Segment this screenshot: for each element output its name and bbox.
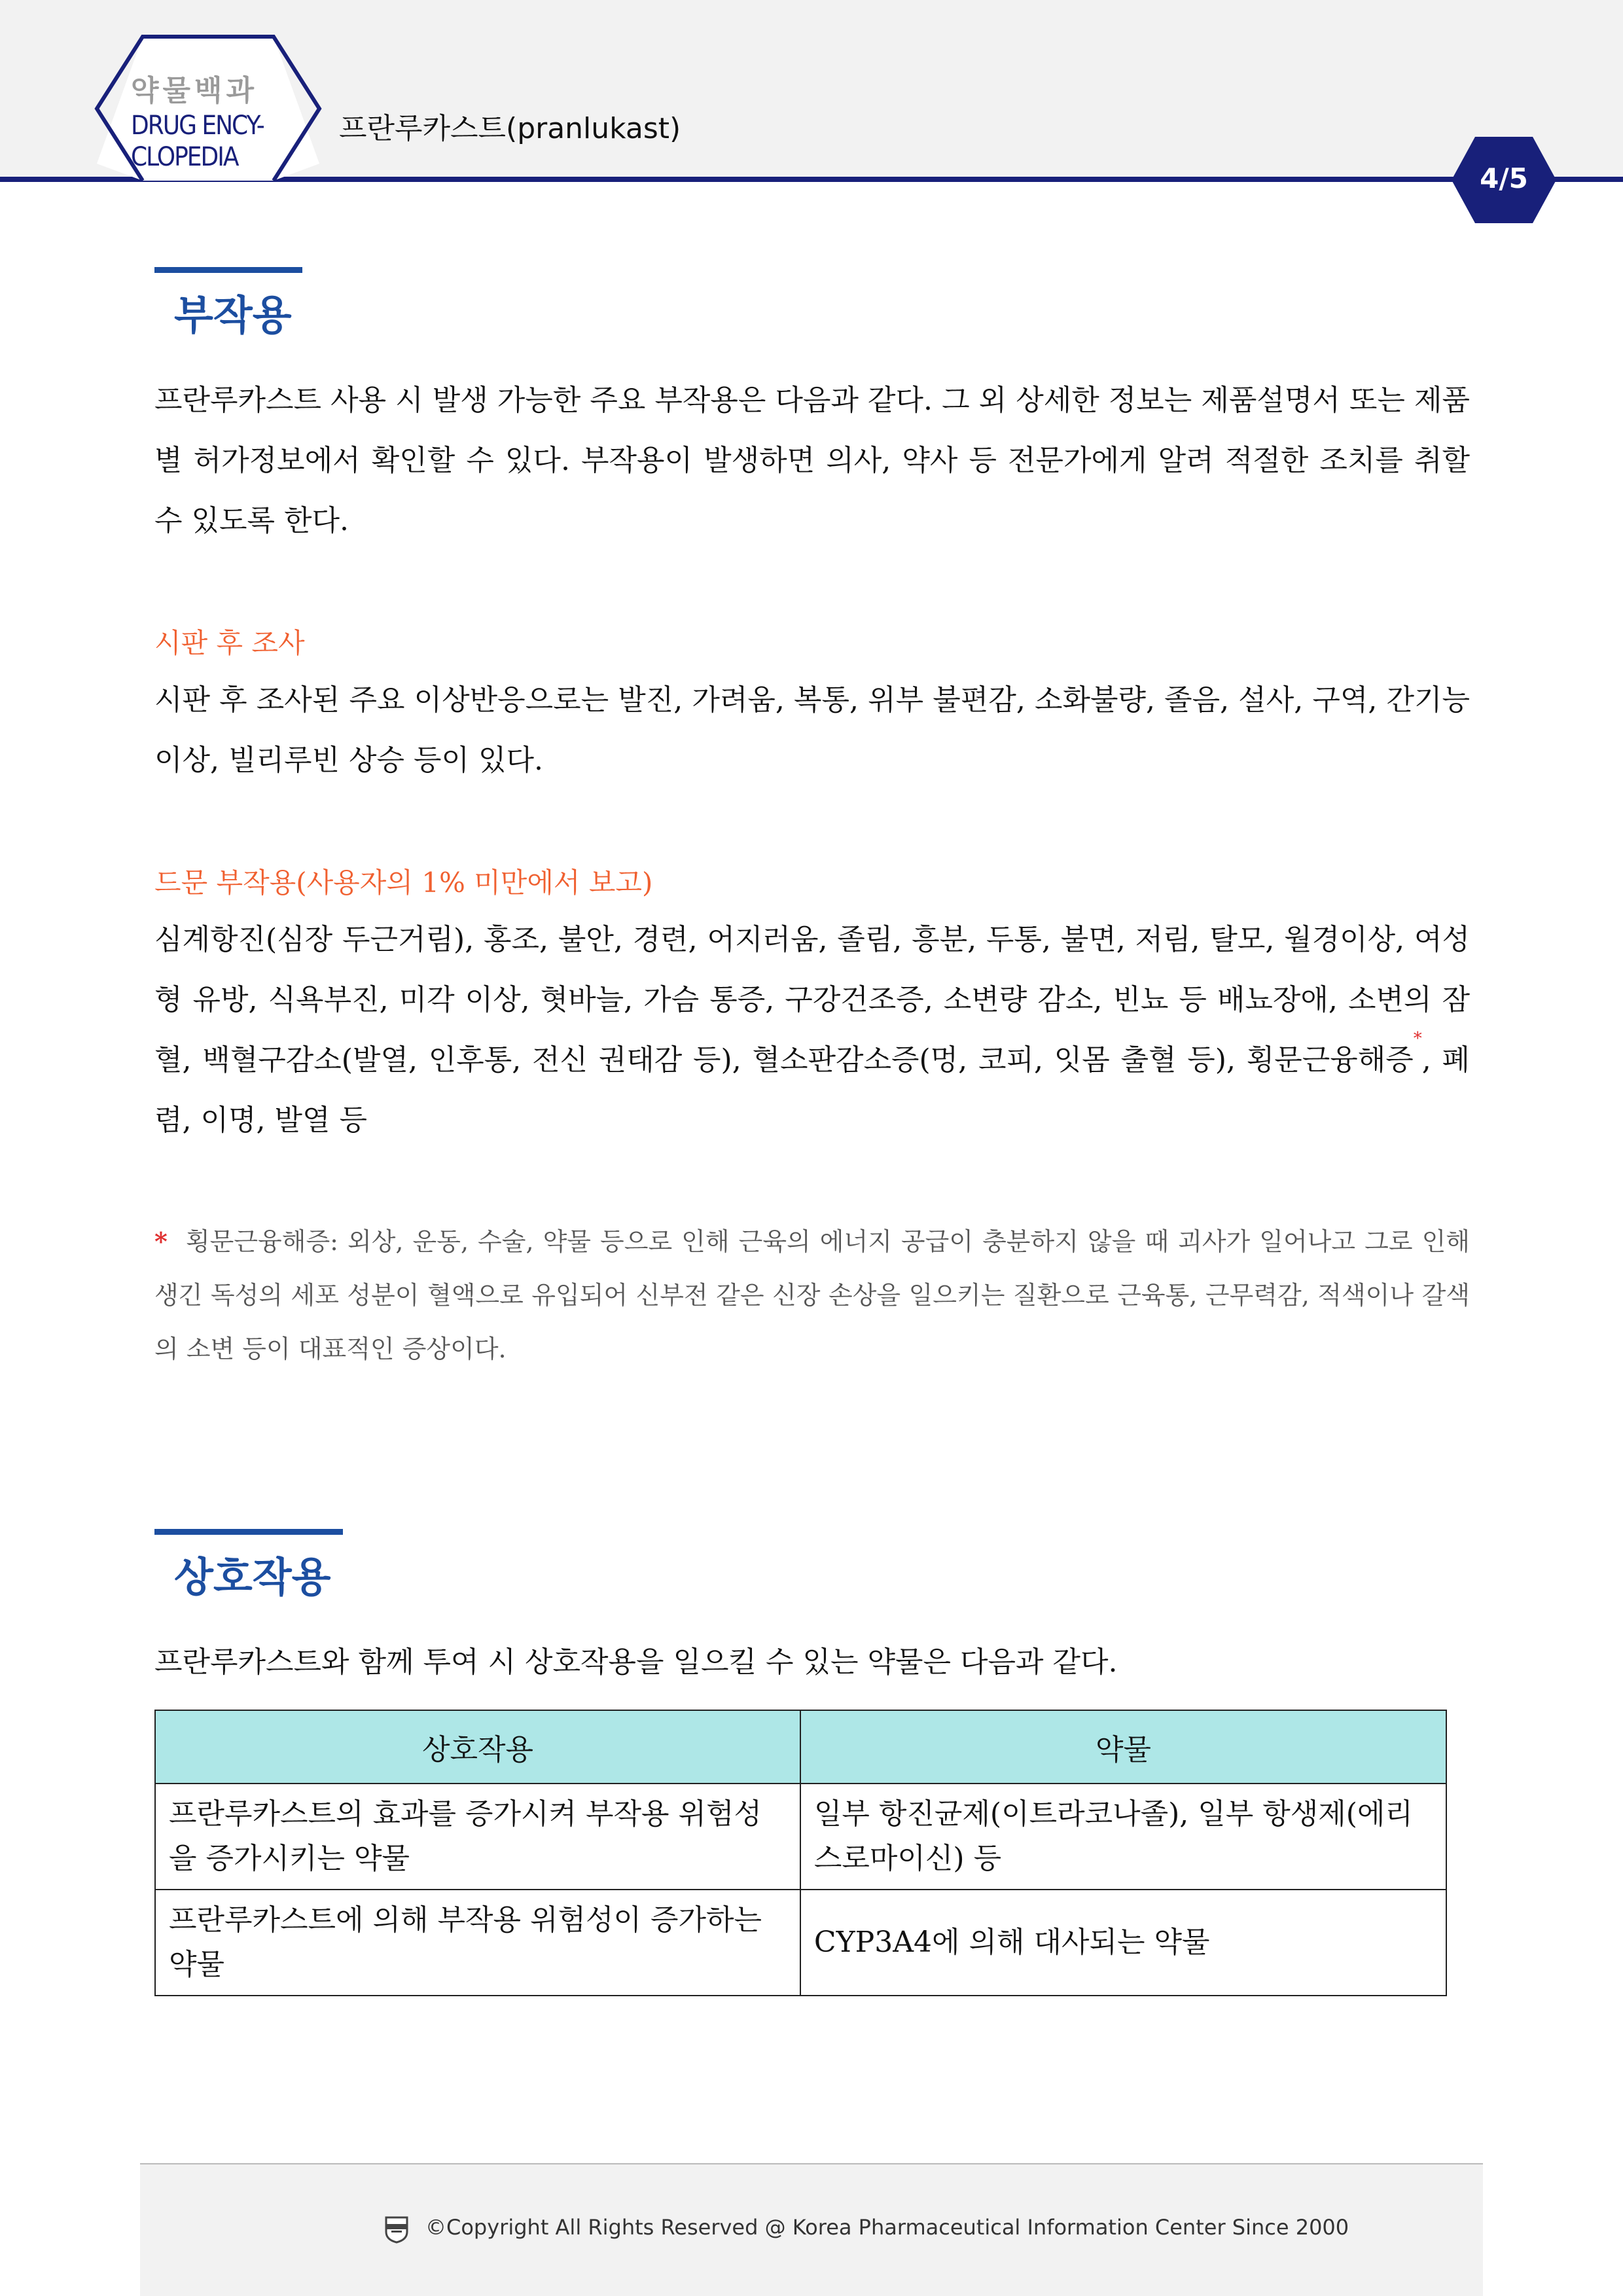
footnote-marker: * — [1413, 1029, 1422, 1049]
kpic-logo-icon — [383, 2215, 410, 2244]
section-heading-interactions: 상호작용 — [174, 1553, 331, 1601]
logo-english-line2: CLOPEDIA — [131, 142, 238, 172]
section-heading-side-effects: 부작용 — [174, 291, 292, 339]
table-cell: 프란루카스트에 의해 부작용 위험성이 증가하는 약물 — [155, 1890, 800, 1996]
table-row — [155, 1890, 1446, 1996]
document-title: 프란루카스트(pranlukast) — [339, 112, 681, 145]
copyright-text: ©Copyright All Rights Reserved @ Korea Pharmaceutical Information Center Since 2000 — [425, 2215, 1349, 2240]
table-header-interaction: 상호작용 — [155, 1710, 800, 1784]
table-row — [155, 1784, 1446, 1890]
interactions-intro: 프란루카스트와 함께 투여 시 상호작용을 일으킬 수 있는 약물은 다음과 같다. — [154, 1645, 1118, 1679]
page-number: 4/5 — [1480, 162, 1528, 194]
footnote — [154, 1215, 1470, 1376]
logo-korean-text: 약물백과 — [131, 74, 259, 107]
side-effects-intro: 프란루카스트 사용 시 발생 가능한 주요 부작용은 다음과 같다. 그 외 상세한 정보는 제품설명서 또는 제품별 허가정보에서 확인할 수 있다. 부작용이 발생하면 의사, 약사 등 전문가에게 알려 적절한 조치를 취할 수 있도록 한다. — [154, 384, 1470, 537]
interactions-table — [154, 1710, 1447, 1996]
post-marketing-text: 시판 후 조사된 주요 이상반응으로는 발진, 가려움, 복통, 위부 불편감, 소화불량, 졸음, 설사, 구역, 간기능 이상, 빌리루빈 상승 등이 있다. — [154, 683, 1470, 777]
subheading-rare-side-effects: 드문 부작용(사용자의 1% 미만에서 보고) — [154, 867, 653, 899]
section-heading-bar — [154, 1529, 343, 1535]
subheading-post-marketing: 시판 후 조사 — [154, 627, 305, 659]
logo-english-text — [131, 110, 264, 173]
logo-english-line1: DRUG ENCY- — [131, 111, 264, 141]
rare-text-after: , 폐렴, 이명, 발열 등 — [154, 1043, 1470, 1137]
rare-text-before: 심계항진(심장 두근거림), 홍조, 불안, 경련, 어지러움, 졸림, 흥분, 두통, 불면, 저림, 탈모, 월경이상, 여성형 유방, 식욕부진, 미각 이상, 혓바늘, 가슴 통증, 구강건조증, 소변량 감소, 빈뇨 등 배뇨장애, 소변의 잠혈, 백혈구감소(발열, 인후통, 전신 권태감 등), 혈소판감소증(멍, 코피, 잇몸 출혈 등), 횡문근융해증 — [154, 923, 1470, 1077]
rare-side-effects-text — [154, 910, 1470, 1151]
footnote-star: * — [154, 1227, 168, 1256]
table-cell: CYP3A4에 의해 대사되는 약물 — [800, 1890, 1446, 1996]
footnote-text: 횡문근융해증: 외상, 운동, 수술, 약물 등으로 인해 근육의 에너지 공급이 충분하지 않을 때 괴사가 일어나고 그로 인해 생긴 독성의 세포 성분이 혈액으로 유입되어 신부전 같은 신장 손상을 일으키는 질환으로 근육통, 근무력감, 적색이나 갈색의 소변 등이 대표적인 증상이다. — [154, 1227, 1470, 1363]
table-cell: 일부 항진균제(이트라코나졸), 일부 항생제(에리스로마이신) 등 — [800, 1784, 1446, 1890]
table-header-drug: 약물 — [800, 1710, 1446, 1784]
section-heading-bar — [154, 267, 302, 273]
table-header-row — [155, 1710, 1446, 1784]
table-cell: 프란루카스트의 효과를 증가시켜 부작용 위험성을 증가시키는 약물 — [155, 1784, 800, 1890]
